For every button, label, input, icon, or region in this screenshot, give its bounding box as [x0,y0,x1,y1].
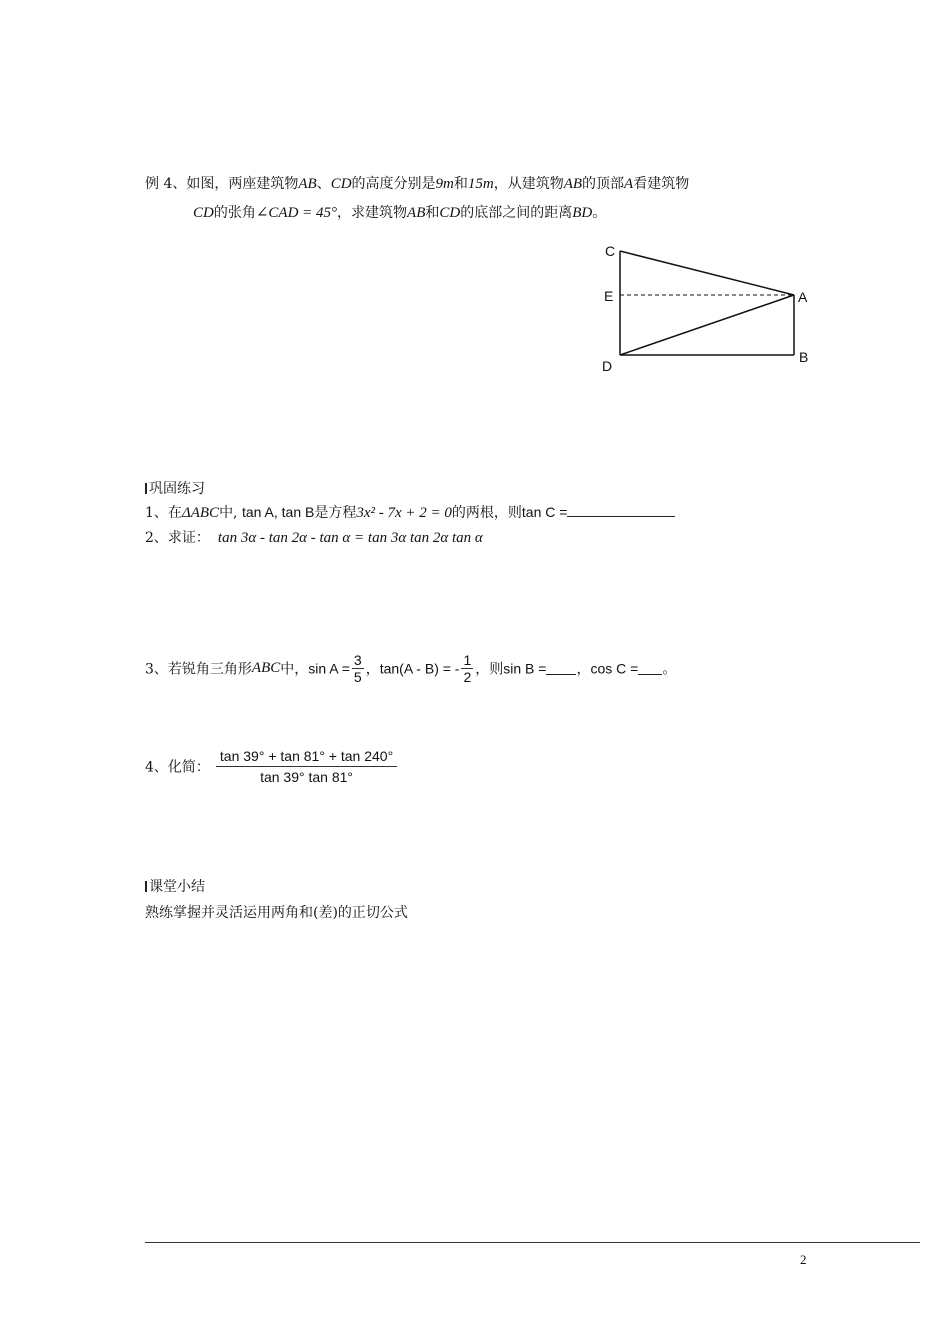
segment-ca [620,251,794,295]
triangle-abc: ΔABC [181,505,220,521]
point-a: A [624,176,634,192]
sin-b: sin B = [503,660,547,677]
simplify-fraction: $\frac{\tan 39^\circ + \tan 81^\circ + \tan 240^\circ}{\tan 39^\circ \tan 81^\circ}$ [216,748,397,785]
sin-b-blank[interactable] [546,662,576,675]
example4-line1: 例 4、如图，两座建筑物AB、CD的高度分别是9m和15m，从建筑物AB的顶部A看建筑物 [145,176,690,192]
practice-heading: 巩固练习 [145,478,205,498]
cos-c-blank[interactable] [638,662,662,675]
label-e: E [604,288,614,304]
question-1: 1、在ΔABC中, tan A, tan B是方程3x² - 7x + 2 = 0的两根，则tan C = [145,502,675,522]
heading-marker [145,881,147,892]
question-3: 3、若锐角三角形ABC中，sin A = $\frac{3}{5}$ ，tan(A - B) = - $\frac{1}{2}$ ，则sin B = ，cos C = 。 [145,652,677,685]
tan-a-minus-b: tan(A - B) = - [379,660,460,677]
label-b: B [799,349,809,365]
triangle-abc: ABC [251,660,281,676]
cos-c: cos C = [590,660,639,677]
footer-rule [145,1242,920,1243]
heading-marker [145,483,147,494]
height-ab: 9m [435,176,454,192]
math-ab: AB [563,176,583,192]
quadratic-equation: 3x² - 7x + 2 = 0 [356,505,452,521]
fraction-one-half: $\frac{1}{2}$ [463,652,472,685]
math-cd: CD [193,205,214,221]
summary-heading: 课堂小结 [145,876,205,896]
segment-da [620,295,794,355]
math-cd: CD [330,176,352,192]
question-2: 2、求证： tan 3α - tan 2α - tan α = tan 3α tan 2α tan α [145,530,483,546]
label-d: D [602,358,613,374]
math-ab: AB [407,205,426,221]
math-cd: CD [439,205,461,221]
tan-a-tan-b: tan A, tan B [241,504,315,520]
label-a: A [798,289,808,305]
math-bd: BD [572,205,593,221]
summary-text: 熟练掌握并灵活运用两角和(差)的正切公式 [145,905,408,921]
label-c: C [605,243,616,259]
height-cd: 15m [467,176,494,192]
identity-equation: tan 3α - tan 2α - tan α = tan 3α tan 2α tan α [217,530,483,546]
page-number: 2 [800,1252,807,1267]
math-ab: AB [298,176,317,192]
building-figure [595,238,825,378]
fraction-three-fifths: $\frac{3}{5}$ [353,652,362,685]
tan-c: tan C = [521,504,568,520]
question-4: 4、化简： $\frac{\tan 39^\circ + \tan 81^\circ + \tan 240^\circ}{\tan 39^\circ \tan 81^\circ}$ [145,748,399,785]
answer-blank[interactable] [567,504,675,517]
sin-a: sin A = [308,660,350,677]
example4-line2: CD的张角∠CAD = 45°，求建筑物AB和CD的底部之间的距离BD。 [193,205,607,221]
angle-cad: ∠CAD = 45° [255,205,338,221]
